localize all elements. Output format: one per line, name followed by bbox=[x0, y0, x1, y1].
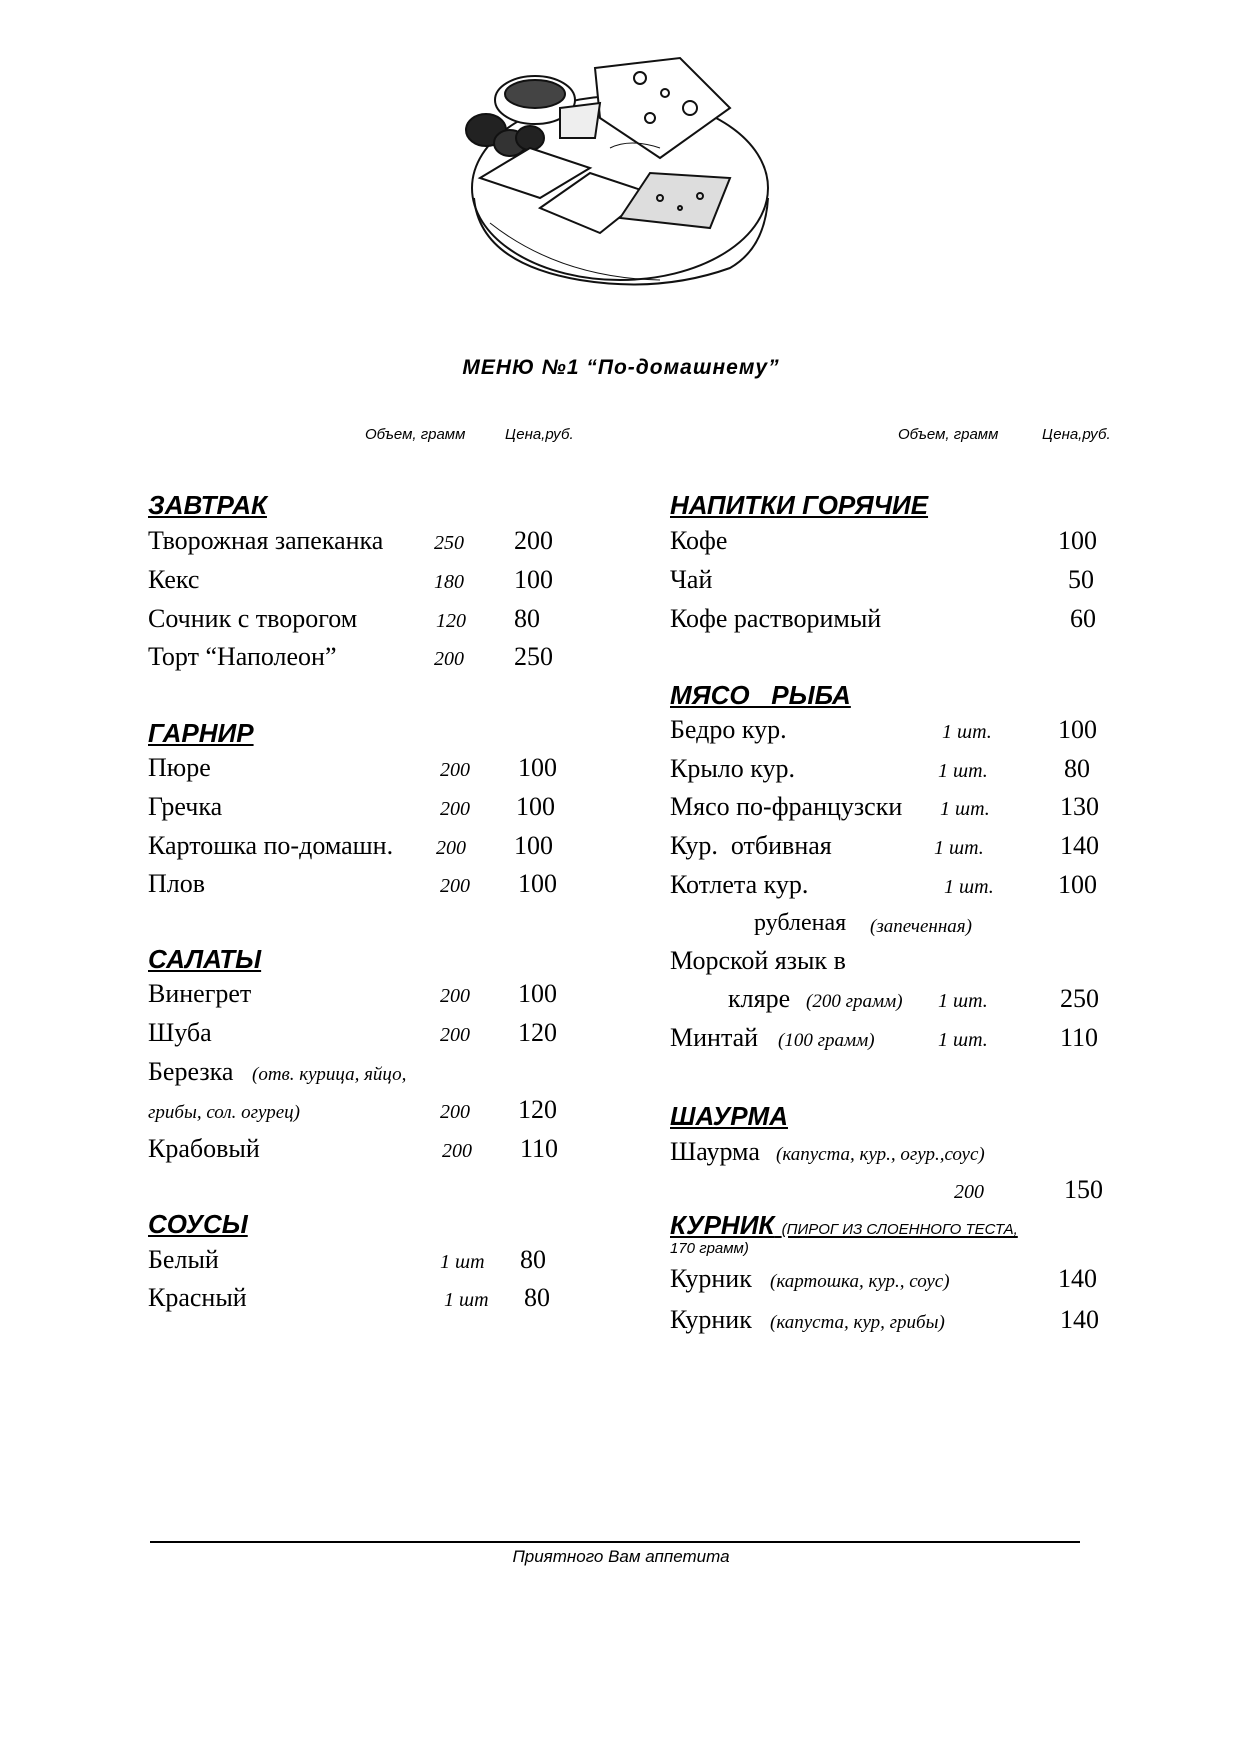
menu-item bbox=[148, 642, 568, 680]
section-drinks-title: НАПИТКИ ГОРЯЧИЕ bbox=[670, 490, 929, 520]
item-qty: 250 bbox=[434, 532, 464, 554]
menu-item bbox=[148, 1095, 568, 1133]
menu-item bbox=[148, 869, 568, 907]
item-price: 120 bbox=[518, 1095, 557, 1124]
menu-title: МЕНЮ №1 “По-домашнему” bbox=[462, 356, 780, 379]
item-name: Картошка по-домашн. bbox=[148, 831, 394, 860]
item-price: 100 bbox=[514, 831, 553, 860]
item-name: Творожная запеканка bbox=[148, 526, 384, 555]
menu-item bbox=[148, 604, 568, 642]
item-qty: 200 bbox=[440, 798, 470, 820]
volume-header-right: Объем, грамм bbox=[898, 426, 999, 443]
menu-item bbox=[670, 1305, 1120, 1343]
item-price: 60 bbox=[1070, 604, 1096, 633]
item-name: Курник bbox=[670, 1264, 752, 1293]
item-name: Крыло кур. bbox=[670, 754, 796, 783]
item-name: Винегрет bbox=[148, 979, 252, 1008]
item-note: (100 грамм) bbox=[778, 1030, 875, 1051]
menu-item bbox=[670, 565, 1120, 603]
item-price: 100 bbox=[514, 565, 553, 594]
section-garnish-title: ГАРНИР bbox=[148, 718, 254, 748]
item-note: (картошка, кур., соус) bbox=[770, 1271, 950, 1292]
menu-item bbox=[148, 1018, 568, 1056]
item-qty: 200 bbox=[442, 1140, 472, 1162]
item-price: 120 bbox=[518, 1018, 557, 1047]
item-note: (капуста, кур, грибы) bbox=[770, 1312, 945, 1333]
item-price: 250 bbox=[1060, 984, 1099, 1013]
item-price: 200 bbox=[514, 526, 553, 555]
volume-header-left: Объем, грамм bbox=[365, 426, 466, 443]
menu-item bbox=[670, 1137, 1120, 1175]
item-name: Белый bbox=[148, 1245, 219, 1274]
item-name: Бедро кур. bbox=[670, 715, 787, 744]
menu-item bbox=[670, 1264, 1120, 1302]
menu-item bbox=[148, 1134, 568, 1172]
item-price: 100 bbox=[516, 792, 555, 821]
cheese-board-illustration bbox=[460, 48, 780, 293]
item-name: Чай bbox=[670, 565, 713, 594]
menu-item bbox=[670, 526, 1120, 564]
item-qty: 200 bbox=[440, 1101, 470, 1123]
menu-item bbox=[670, 870, 1120, 908]
section-kurnik-title bbox=[670, 1210, 1018, 1241]
footer-text: Приятного Вам аппетита bbox=[512, 1547, 730, 1566]
item-name: Березка bbox=[148, 1057, 234, 1086]
item-qty: 1 шт. bbox=[940, 798, 990, 820]
menu-item bbox=[670, 984, 1120, 1022]
menu-item bbox=[148, 1283, 568, 1321]
item-name: Красный bbox=[148, 1283, 247, 1312]
item-qty: 200 bbox=[436, 837, 466, 859]
item-qty: 1 шт. bbox=[942, 721, 992, 743]
item-name: Кофе растворимый bbox=[670, 604, 882, 633]
item-note: (запеченная) bbox=[870, 916, 972, 937]
section-shawarma-title: ШАУРМА bbox=[670, 1101, 788, 1131]
kurnik-title-text: КУРНИК bbox=[670, 1210, 775, 1240]
menu-item bbox=[670, 1023, 1120, 1061]
item-price: 140 bbox=[1060, 1305, 1099, 1334]
footer-divider bbox=[150, 1541, 1080, 1543]
item-qty: 1 шт bbox=[444, 1289, 489, 1311]
item-name: Шаурма bbox=[670, 1137, 760, 1166]
menu-item bbox=[148, 1057, 568, 1095]
item-qty: 1 шт. bbox=[938, 760, 988, 782]
item-name: Кекс bbox=[148, 565, 200, 594]
menu-item bbox=[670, 1175, 1120, 1213]
menu-item bbox=[148, 565, 568, 603]
item-name: Морской язык в bbox=[670, 946, 846, 975]
menu-item bbox=[670, 754, 1120, 792]
item-price: 140 bbox=[1058, 1264, 1097, 1293]
item-name: Пюре bbox=[148, 753, 211, 782]
item-qty: 200 bbox=[434, 648, 464, 670]
item-name: Плов bbox=[148, 869, 206, 898]
item-name: Крабовый bbox=[148, 1134, 260, 1163]
kurnik-subtitle-2: 170 грамм) bbox=[670, 1240, 749, 1257]
item-note: (отв. курица, яйцо, bbox=[252, 1064, 407, 1085]
item-price: 100 bbox=[518, 753, 557, 782]
item-price: 130 bbox=[1060, 792, 1099, 821]
item-price: 100 bbox=[1058, 870, 1097, 899]
item-price: 100 bbox=[1058, 526, 1097, 555]
item-price: 100 bbox=[518, 869, 557, 898]
price-header-right: Цена,руб. bbox=[1042, 426, 1111, 443]
item-qty: 1 шт bbox=[440, 1251, 485, 1273]
item-qty: 200 bbox=[440, 985, 470, 1007]
menu-item bbox=[670, 910, 1120, 948]
item-price: 110 bbox=[1060, 1023, 1099, 1052]
menu-item bbox=[148, 526, 568, 564]
menu-item bbox=[670, 946, 1120, 984]
item-price: 80 bbox=[1064, 754, 1090, 783]
menu-item bbox=[670, 831, 1120, 869]
item-price: 100 bbox=[1058, 715, 1097, 744]
price-header-left: Цена,руб. bbox=[505, 426, 574, 443]
menu-item bbox=[148, 1245, 568, 1283]
item-price: 250 bbox=[514, 642, 553, 671]
item-price: 150 bbox=[1064, 1175, 1103, 1204]
item-qty: 120 bbox=[436, 610, 466, 632]
item-price: 80 bbox=[524, 1283, 550, 1312]
item-name: рубленая bbox=[754, 910, 847, 936]
item-name: Шуба bbox=[148, 1018, 212, 1047]
item-qty: 180 bbox=[434, 571, 464, 593]
item-name: Сочник с творогом bbox=[148, 604, 358, 633]
item-note: (200 грамм) bbox=[806, 991, 903, 1012]
item-qty: 1 шт. bbox=[944, 876, 994, 898]
item-qty: 1 шт. bbox=[934, 837, 984, 859]
menu-item bbox=[670, 792, 1120, 830]
menu-item bbox=[148, 753, 568, 791]
menu-item bbox=[670, 604, 1120, 642]
section-sauces-title: СОУСЫ bbox=[148, 1209, 248, 1239]
item-name: Котлета кур. bbox=[670, 870, 809, 899]
item-note: грибы, сол. огурец) bbox=[148, 1102, 300, 1123]
item-name: Курник bbox=[670, 1305, 752, 1334]
item-qty: 200 bbox=[440, 1024, 470, 1046]
item-name: кляре bbox=[728, 984, 791, 1013]
item-price: 100 bbox=[518, 979, 557, 1008]
item-price: 50 bbox=[1068, 565, 1094, 594]
section-meat-fish-title: МЯСО РЫБА bbox=[670, 680, 851, 710]
item-name: Кофе bbox=[670, 526, 728, 555]
item-price: 80 bbox=[520, 1245, 546, 1274]
item-qty: 1 шт. bbox=[938, 1029, 988, 1051]
item-price: 80 bbox=[514, 604, 540, 633]
item-qty: 200 bbox=[440, 759, 470, 781]
item-qty: 1 шт. bbox=[938, 990, 988, 1012]
item-name: Торт “Наполеон” bbox=[148, 642, 337, 671]
item-qty: 200 bbox=[440, 875, 470, 897]
menu-item bbox=[670, 715, 1120, 753]
item-price: 140 bbox=[1060, 831, 1099, 860]
item-note: (капуста, кур., огур.,соус) bbox=[776, 1144, 985, 1165]
item-name: Мясо по-французски bbox=[670, 792, 903, 821]
section-salads-title: САЛАТЫ bbox=[148, 944, 262, 974]
item-name: Кур. отбивная bbox=[670, 831, 832, 860]
menu-item bbox=[148, 979, 568, 1017]
item-name: Гречка bbox=[148, 792, 223, 821]
menu-item bbox=[148, 831, 568, 869]
menu-item bbox=[148, 792, 568, 830]
item-price: 110 bbox=[520, 1134, 559, 1163]
item-qty: 200 bbox=[954, 1181, 984, 1203]
kurnik-subtitle: (ПИРОГ ИЗ СЛОЕННОГО ТЕСТА, bbox=[781, 1221, 1018, 1238]
item-name: Минтай bbox=[670, 1023, 759, 1052]
section-breakfast-title: ЗАВТРАК bbox=[148, 490, 267, 520]
